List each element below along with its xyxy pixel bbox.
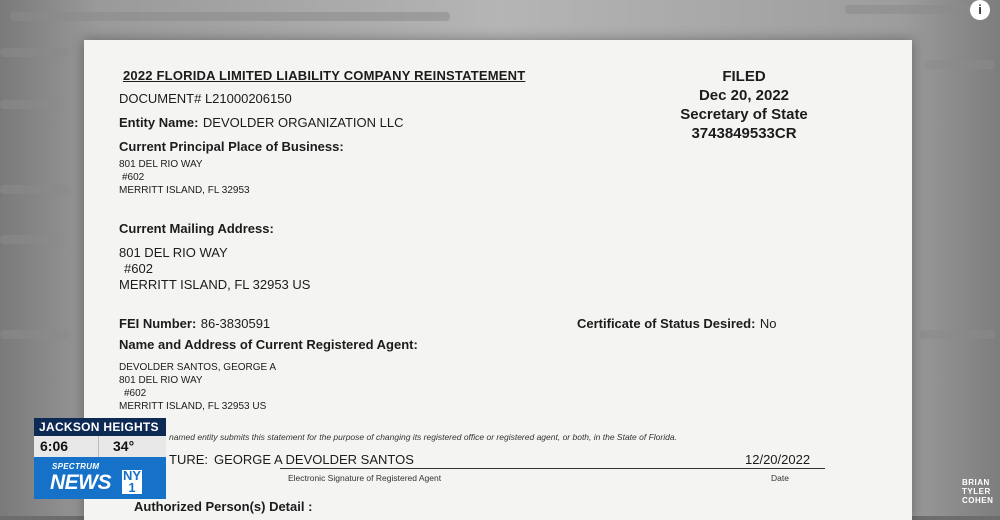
mailing-address-label: Current Mailing Address: bbox=[119, 221, 274, 236]
certificate-status-row bbox=[577, 315, 777, 333]
ny1-badge: NY 1 bbox=[122, 468, 142, 495]
mailing-address: 801 DEL RIO WAY #602 MERRITT ISLAND, FL 32953 US bbox=[119, 245, 311, 292]
date-caption: Date bbox=[771, 473, 789, 483]
ticker-location: JACKSON HEIGHTS bbox=[34, 418, 166, 436]
document-number: DOCUMENT# L21000206150 bbox=[119, 91, 292, 106]
signature-caption: Electronic Signature of Registered Agent bbox=[288, 473, 442, 483]
news-ticker bbox=[34, 418, 166, 499]
principal-place-label: Current Principal Place of Business: bbox=[119, 139, 344, 154]
entity-name-value: DEVOLDER ORGANIZATION LLC bbox=[202, 115, 404, 130]
principal-address: 801 DEL RIO WAY #602 MERRITT ISLAND, FL 32953 bbox=[119, 159, 250, 196]
statement-text: named entity submits this statement for the purpose of changing its registered office or registered agent, or both, in the State of Florida. bbox=[169, 432, 677, 442]
filed-stamp: FILED Dec 20, 2022 Secretary of State 3743849533CR bbox=[680, 68, 808, 142]
ticker-temperature: 34° bbox=[113, 438, 135, 454]
signature-date: 12/20/2022 bbox=[745, 452, 811, 467]
authorized-persons-label: Authorized Person(s) Detail : bbox=[134, 499, 313, 514]
info-icon[interactable]: i bbox=[970, 0, 990, 20]
entity-name-row bbox=[119, 114, 404, 132]
ticker-time-temp bbox=[34, 436, 166, 457]
signature-line bbox=[280, 468, 825, 469]
ticker-time: 6:06 bbox=[34, 436, 99, 457]
signature-label: TURE: bbox=[169, 452, 208, 467]
certificate-status-label: Certificate of Status Desired: bbox=[577, 316, 756, 331]
spectrum-news-logo: SPECTRUM NEWS NY 1 bbox=[34, 457, 166, 499]
fei-number-value: 86-3830591 bbox=[200, 316, 271, 331]
certificate-status-value: No bbox=[759, 316, 777, 331]
reinstatement-document bbox=[84, 40, 912, 520]
registered-agent-label: Name and Address of Current Registered Agent: bbox=[119, 337, 418, 352]
registered-agent-address: DEVOLDER SANTOS, GEORGE A 801 DEL RIO WAY #602 MERRITT ISLAND, FL 32953 US bbox=[119, 362, 277, 412]
signature-value: GEORGE A DEVOLDER SANTOS bbox=[214, 452, 414, 467]
fei-number-label: FEI Number: bbox=[119, 316, 197, 331]
entity-name-label: Entity Name: bbox=[119, 115, 199, 130]
document-title: 2022 FLORIDA LIMITED LIABILITY COMPANY REINSTATEMENT bbox=[123, 68, 526, 83]
fei-number-row bbox=[119, 315, 270, 333]
channel-watermark: BRIAN TYLER COHEN bbox=[962, 478, 994, 505]
